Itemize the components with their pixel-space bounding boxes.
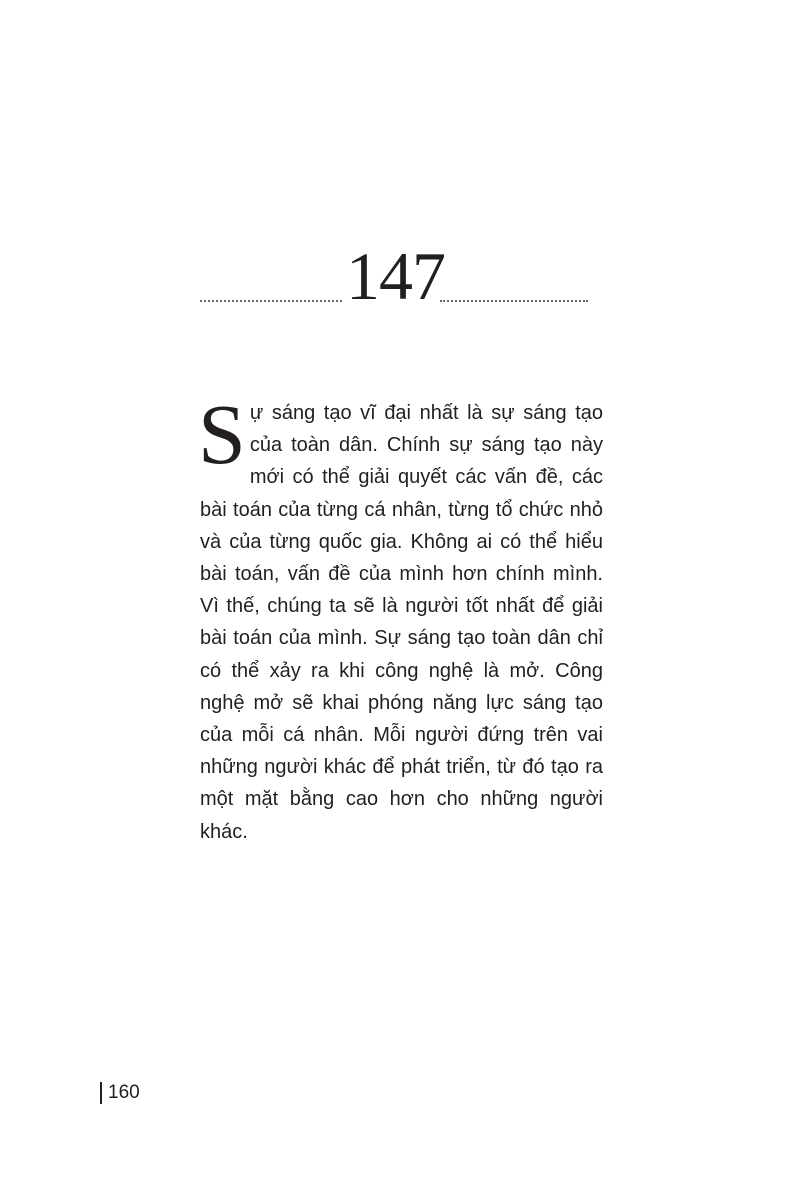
chapter-number: 147: [346, 238, 445, 314]
chapter-heading: [200, 238, 588, 314]
drop-cap: S: [198, 386, 246, 482]
footer-rule: [100, 1082, 102, 1104]
page-number: 160: [108, 1082, 140, 1103]
dotted-rule-left: [200, 300, 342, 302]
body-paragraph: [198, 386, 603, 848]
body-text: ự sáng tạo vĩ đại nhất là sự sáng tạo của toàn dân. Chính sự sáng tạo này mới có thể giải quyết các vấn đề, các bài toán của từng cá nhân, từng tổ chức nhỏ và của từng quốc gia. Không ai có thể hiểu bài toán, vấn đề của mình hơn chính mình. Vì thế, chúng ta sẽ là người tốt nhất để giải bài toán của mình. Sự sáng tạo toàn dân chỉ có thể xảy ra khi công nghệ là mở. Công nghệ mở sẽ khai phóng năng lực sáng tạo của mỗi cá nhân. Mỗi người đứng trên vai những người khác để phát triển, từ đó tạo ra một mặt bằng cao hơn cho những người khác.: [200, 402, 603, 843]
dotted-rule-right: [440, 300, 588, 302]
